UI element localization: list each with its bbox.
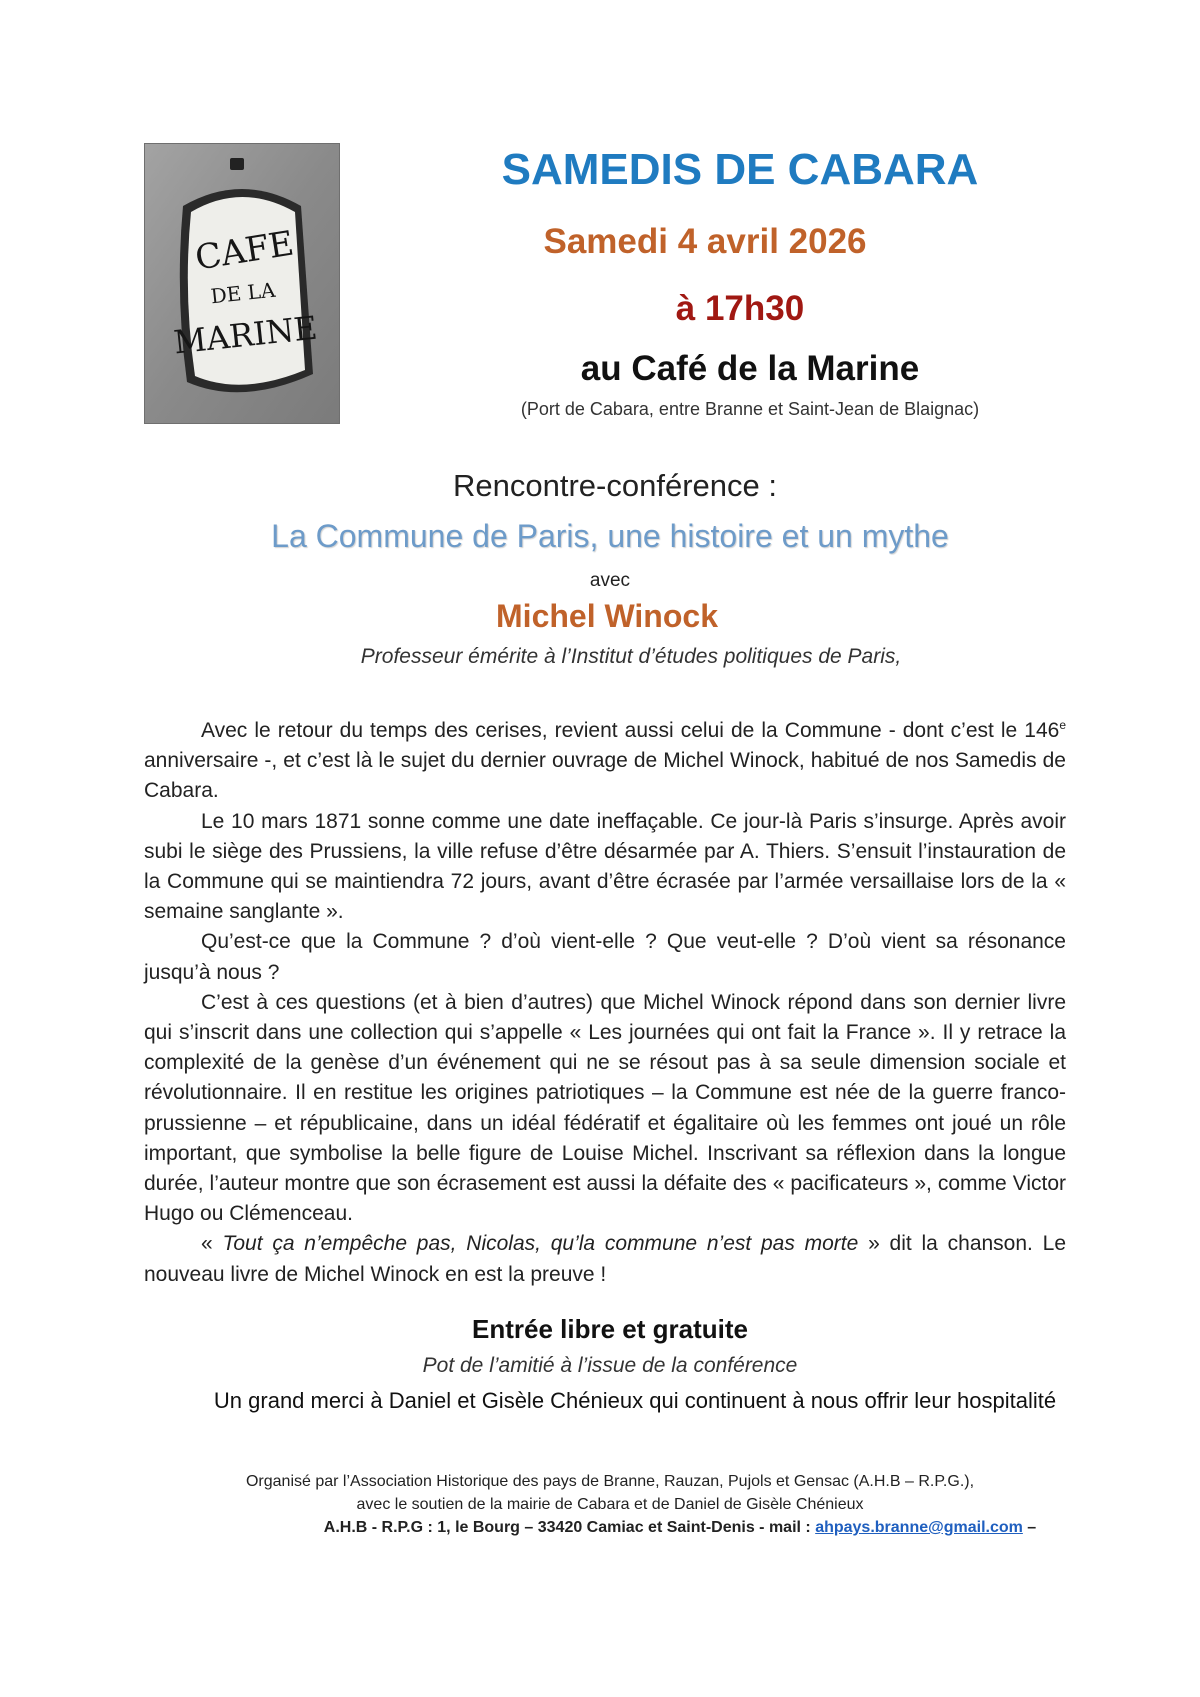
footer-contact bbox=[0, 1516, 1200, 1539]
paragraph-5-end: » dit la chanson. Le nouveau livre de Michel Winock en est la preuve ! bbox=[144, 1232, 1067, 1286]
cafe-sign-photo bbox=[144, 143, 340, 424]
sign-text-cafe: CAFE bbox=[192, 223, 297, 279]
thanks-line: Un grand merci à Daniel et Gisèle Chénieux qui continuent à nous offrir leur hospitalité bbox=[213, 1388, 1057, 1413]
talk-avec: avec bbox=[589, 570, 631, 591]
talk-topic: La Commune de Paris, une histoire et un mythe bbox=[271, 518, 949, 554]
footer-dash: – bbox=[1022, 1519, 1037, 1536]
email-link[interactable]: ahpays.branne@gmail.com bbox=[815, 1519, 1023, 1536]
quote-open: « bbox=[201, 1232, 223, 1256]
pot-amitie: Pot de l’amitié à l’issue de la conférence bbox=[422, 1354, 798, 1377]
paragraph-1-end: anniversaire -, et c’est là le sujet du dernier ouvrage de Michel Winock, habitué de nos Samedis de Cabara. bbox=[144, 749, 1066, 803]
event-place: au Café de la Marine bbox=[580, 349, 920, 388]
event-time: à 17h30 bbox=[675, 289, 805, 328]
speaker-name: Michel Winock bbox=[496, 598, 718, 634]
paragraph-3: Qu’est-ce que la Commune ? d’où vient-elle ? Que veut-elle ? D’où vient sa résonance jusqu’à nous ? bbox=[144, 930, 1066, 984]
entry-free: Entrée libre et gratuite bbox=[472, 1314, 748, 1344]
event-date: Samedi 4 avril 2026 bbox=[543, 222, 867, 261]
paragraph-2: Le 10 mars 1871 sonne comme une date ineffaçable. Ce jour-là Paris s’insurge. Après avoir subi le siège des Prussiens, la ville refuse d’être désarmée par A. Thiers. S’ensuit l’instauration de la Commune qui se maintiendra 72 jours, avant d’être écrasée par l’armée versaillaise lors de la « semaine sanglante ». bbox=[144, 809, 1066, 924]
speaker-role: Professeur émérite à l’Institut d’études politiques de Paris, bbox=[360, 645, 902, 668]
footer-support: avec le soutien de la mairie de Cabara et de Daniel de Gisèle Chénieux bbox=[356, 1496, 864, 1513]
song-quote: Tout ça n’empêche pas, Nicolas, qu’la commune n’est pas morte bbox=[222, 1232, 859, 1256]
footer bbox=[0, 1470, 1200, 1539]
paragraph-1 bbox=[144, 716, 1066, 807]
cafe-sign-illustration bbox=[145, 144, 339, 423]
paragraph-5 bbox=[144, 1229, 1066, 1289]
sign-text-de-la: DE LA bbox=[209, 277, 277, 309]
ordinal-suffix: e bbox=[1059, 718, 1066, 732]
event-address: (Port de Cabara, entre Branne et Saint-Jean de Blaignac) bbox=[520, 399, 980, 419]
paragraph-4: C’est à ces questions (et à bien d’autres) que Michel Winock répond dans son dernier livre qui s’inscrit dans une collection qui s’appelle « Les journées qui ont fait la France ». Il y retrace la complexité de la genèse d’un événement qui ne se résout pas à sa seule dimension sociale et révolutionnaire. Il en restitue les origines patriotiques – la Commune est née de la guerre franco-prussienne – et républicaine, dans un idéal fédératif et égalitaire où les femmes ont joué un rôle important, que symbolise la belle figure de Louise Michel. Inscrivant sa réflexion dans la longue durée, l’auteur montre que son écrasement est aussi la défaite des « pacificateurs », comme Victor Hugo ou Clémenceau. bbox=[144, 990, 1066, 1226]
series-title: SAMEDIS DE CABARA bbox=[501, 145, 979, 194]
sign-text-marine: MARINE bbox=[171, 308, 320, 362]
paragraph-1-start: Avec le retour du temps des cerises, revient aussi celui de la Commune - dont c’est le 146 bbox=[201, 719, 1060, 742]
article-body bbox=[144, 716, 1066, 1290]
footer-organizer: Organisé par l’Association Historique des pays de Branne, Rauzan, Pujols et Gensac (A.H.B – R.P.G.), bbox=[245, 1473, 975, 1490]
talk-kind: Rencontre-conférence : bbox=[453, 468, 777, 503]
footer-address: A.H.B - R.P.G : 1, le Bourg – 33420 Camiac et Saint-Denis - mail : bbox=[323, 1519, 816, 1536]
